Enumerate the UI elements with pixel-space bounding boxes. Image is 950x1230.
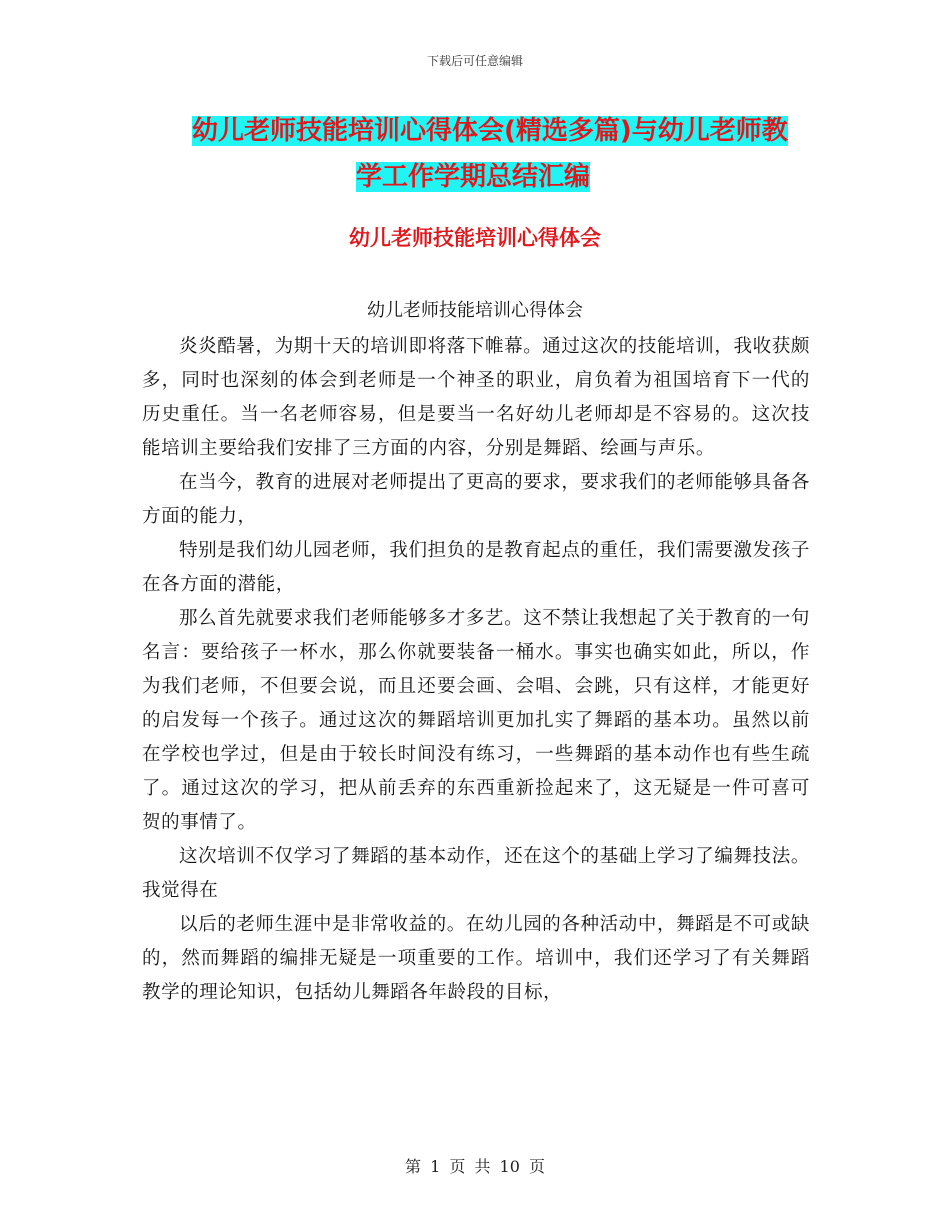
sub-title: 幼儿老师技能培训心得体会 — [367, 300, 583, 321]
document-title-line-1: 幼儿老师技能培训心得体会(精选多篇)与幼儿老师教 — [192, 116, 788, 146]
document-title — [140, 108, 820, 200]
paragraph: 炎炎酷暑，为期十天的培训即将落下帷幕。通过这次的技能培训，我收获颇多，同时也深刻的体会到老师是一个神圣的职业，肩负着为祖国培育下一代的历史重任。当一名老师容易，但是要当一名好幼儿老师却是不容易的。这次技能培训主要给我们安排了三方面的内容，分别是舞蹈、绘画与声乐。 — [142, 336, 810, 459]
paragraph: 以后的老师生涯中是非常收益的。在幼儿园的各种活动中，舞蹈是不可或缺的，然而舞蹈的编排无疑是一项重要的工作。培训中，我们还学习了有关舞蹈教学的理论知识，包括幼儿舞蹈各年龄段的目标， — [142, 914, 810, 1003]
paragraph: 这次培训不仅学习了舞蹈的基本动作，还在这个的基础上学习了编舞技法。我觉得在 — [142, 846, 810, 901]
document-title-line-2: 学工作学期总结汇编 — [356, 162, 591, 192]
header-note: 下载后可任意编辑 — [426, 54, 523, 68]
page-footer: 第 1 页 共 10 页 — [405, 1157, 545, 1176]
section-title: 幼儿老师技能培训心得体会 — [349, 226, 601, 250]
paragraph: 特别是我们幼儿园老师，我们担负的是教育起点的重任，我们需要激发孩子在各方面的潜能， — [142, 540, 810, 595]
paragraph: 那么首先就要求我们老师能够多才多艺。这不禁让我想起了关于教育的一句名言：要给孩子一杯水，那么你就要装备一桶水。事实也确实如此，所以，作为我们老师，不但要会说，而且还要会画、会唱、会跳，只有这样，才能更好的启发每一个孩子。通过这次的舞蹈培训更加扎实了舞蹈的基本功。虽然以前在学校也学过，但是由于较长时间没有练习，一些舞蹈的基本动作也有些生疏了。通过这次的学习，把从前丢弃的东西重新捡起来了，这无疑是一件可喜可贺的事情了。 — [142, 608, 810, 833]
body-text — [142, 330, 810, 1010]
paragraph: 在当今，教育的进展对老师提出了更高的要求，要求我们的老师能够具备各方面的能力， — [142, 472, 810, 527]
